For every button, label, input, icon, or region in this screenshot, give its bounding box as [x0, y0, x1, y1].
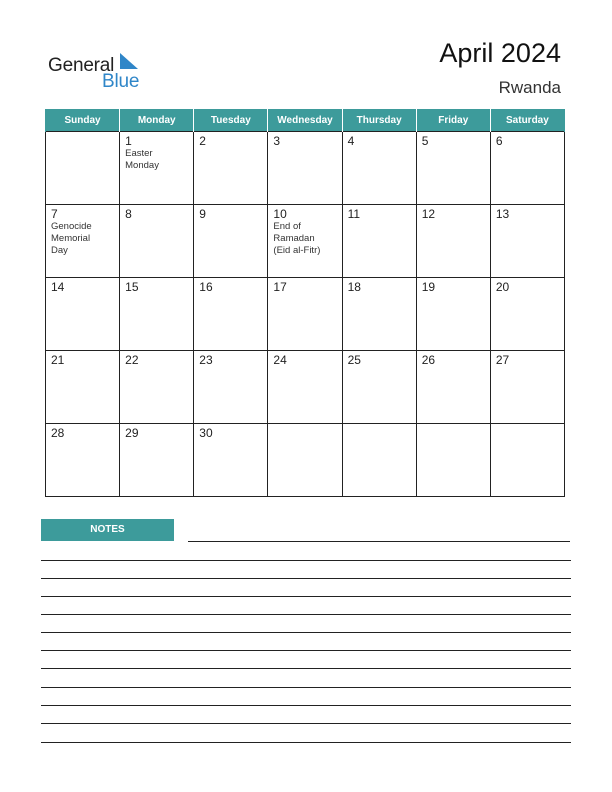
day-cell[interactable] — [268, 205, 342, 278]
weekday-header: Thursday — [342, 109, 416, 132]
day-number: 9 — [199, 207, 206, 221]
weekday-header: Sunday — [46, 109, 120, 132]
day-cell[interactable] — [490, 351, 564, 424]
day-number: 17 — [273, 280, 287, 294]
day-cell[interactable] — [120, 132, 194, 205]
week-row — [46, 351, 565, 424]
day-cell[interactable] — [342, 278, 416, 351]
day-cell[interactable] — [416, 351, 490, 424]
day-cell-content — [343, 278, 416, 296]
day-number: 15 — [125, 280, 139, 294]
day-cell-content — [120, 278, 193, 296]
day-cell[interactable] — [268, 278, 342, 351]
day-cell[interactable] — [342, 205, 416, 278]
day-number: 7 — [51, 207, 58, 221]
day-cell-content — [46, 205, 119, 259]
day-cell[interactable] — [416, 424, 490, 497]
day-cell-content — [46, 351, 119, 369]
day-cell[interactable] — [194, 351, 268, 424]
day-cell-content — [417, 132, 490, 150]
weekday-header-row — [46, 109, 565, 132]
day-number: 1 — [125, 134, 132, 148]
notes-line — [41, 723, 571, 724]
day-cell[interactable] — [120, 278, 194, 351]
day-cell-content — [417, 205, 490, 223]
day-cell-content — [417, 424, 490, 428]
day-cell-content — [268, 351, 341, 369]
day-cell-content — [194, 351, 267, 369]
day-number: 27 — [495, 353, 510, 367]
day-cell-content — [194, 278, 267, 296]
day-cell[interactable] — [46, 205, 120, 278]
day-cell[interactable] — [120, 205, 194, 278]
day-cell[interactable] — [46, 424, 120, 497]
day-cell-content — [194, 205, 267, 223]
day-cell-content — [268, 132, 341, 150]
calendar-grid — [45, 109, 565, 497]
day-number: 5 — [421, 134, 429, 148]
day-cell[interactable] — [46, 132, 120, 205]
holiday-label: Easter Monday — [125, 148, 159, 171]
day-number: 28 — [51, 426, 65, 440]
day-cell-content — [120, 424, 193, 442]
notes-line — [41, 668, 571, 669]
weekday-header: Tuesday — [194, 109, 268, 132]
day-cell[interactable] — [416, 132, 490, 205]
notes-line — [188, 541, 570, 542]
day-number: 24 — [273, 353, 287, 367]
day-number: 29 — [125, 426, 139, 440]
week-row — [46, 132, 565, 205]
logo-text-general: General — [48, 55, 115, 76]
day-cell-content — [343, 205, 416, 223]
day-number: 12 — [421, 207, 436, 221]
day-cell[interactable] — [194, 278, 268, 351]
day-cell-content — [343, 424, 416, 428]
day-number: 11 — [347, 207, 361, 221]
day-number: 25 — [347, 353, 361, 367]
day-cell[interactable] — [342, 351, 416, 424]
day-number: 4 — [347, 134, 355, 148]
day-number: 20 — [495, 280, 510, 294]
notes-label: NOTES — [41, 519, 174, 541]
day-cell[interactable] — [416, 205, 490, 278]
day-number: 14 — [51, 280, 65, 294]
day-cell-content — [417, 351, 490, 369]
day-number: 19 — [421, 280, 436, 294]
day-cell-content — [343, 351, 416, 369]
day-cell[interactable] — [120, 351, 194, 424]
day-cell-content — [268, 424, 341, 428]
day-cell-content — [46, 278, 119, 296]
week-row — [46, 424, 565, 497]
day-cell[interactable] — [120, 424, 194, 497]
day-cell-content — [46, 424, 119, 442]
day-number: 10 — [273, 207, 287, 221]
page-title: April 2024 — [439, 38, 561, 68]
day-cell[interactable] — [490, 132, 564, 205]
day-cell[interactable] — [46, 351, 120, 424]
day-number: 22 — [125, 353, 139, 367]
brand-logo — [48, 52, 148, 92]
day-cell[interactable] — [342, 424, 416, 497]
day-cell-content — [491, 424, 564, 428]
holiday-label: Genocide Memorial Day — [51, 221, 92, 256]
day-cell[interactable] — [194, 132, 268, 205]
day-cell-content — [268, 278, 341, 296]
day-number: 30 — [199, 426, 213, 440]
holiday-label: End of Ramadan (Eid al-Fitr) — [273, 221, 321, 256]
notes-line — [41, 687, 571, 688]
day-number: 16 — [199, 280, 213, 294]
day-cell[interactable] — [194, 205, 268, 278]
week-row — [46, 278, 565, 351]
day-cell[interactable] — [342, 132, 416, 205]
day-cell-content — [120, 132, 193, 174]
day-cell-content — [120, 205, 193, 223]
weekday-header: Friday — [416, 109, 490, 132]
day-cell[interactable] — [416, 278, 490, 351]
day-cell-content — [491, 351, 564, 369]
notes-line — [41, 650, 571, 651]
day-cell-content — [46, 132, 119, 136]
notes-line — [41, 742, 571, 743]
notes-line — [41, 596, 571, 597]
day-cell[interactable] — [268, 351, 342, 424]
weekday-header: Wednesday — [268, 109, 342, 132]
day-cell[interactable] — [490, 278, 564, 351]
logo-triangle-icon — [120, 53, 138, 69]
day-cell-content — [194, 424, 267, 442]
weekday-header: Monday — [120, 109, 194, 132]
day-cell[interactable] — [46, 278, 120, 351]
day-cell-content — [491, 278, 564, 296]
day-cell-content — [491, 132, 564, 150]
day-cell-content — [194, 132, 267, 150]
day-cell-content — [417, 278, 490, 296]
day-cell-content — [343, 132, 416, 150]
notes-line — [41, 560, 571, 561]
day-cell-content — [491, 205, 564, 223]
day-number: 21 — [51, 353, 65, 367]
country-name: Rwanda — [498, 78, 561, 97]
week-row — [46, 205, 565, 278]
logo-text-blue: Blue — [102, 71, 140, 92]
day-cell-content — [268, 205, 341, 259]
day-cell[interactable] — [490, 205, 564, 278]
day-cell-content — [120, 351, 193, 369]
day-number: 2 — [199, 134, 206, 148]
day-number: 8 — [125, 207, 132, 221]
notes-line — [41, 632, 571, 633]
day-number: 23 — [199, 353, 213, 367]
weekday-header: Saturday — [490, 109, 564, 132]
day-number: 13 — [495, 207, 510, 221]
day-cell[interactable] — [490, 424, 564, 497]
day-number: 6 — [495, 134, 503, 148]
day-number: 3 — [273, 134, 281, 148]
day-cell[interactable] — [268, 424, 342, 497]
day-number: 26 — [421, 353, 436, 367]
day-cell[interactable] — [268, 132, 342, 205]
notes-line — [41, 578, 571, 579]
notes-line — [41, 614, 571, 615]
notes-line — [41, 705, 571, 706]
day-number: 18 — [347, 280, 361, 294]
day-cell[interactable] — [194, 424, 268, 497]
